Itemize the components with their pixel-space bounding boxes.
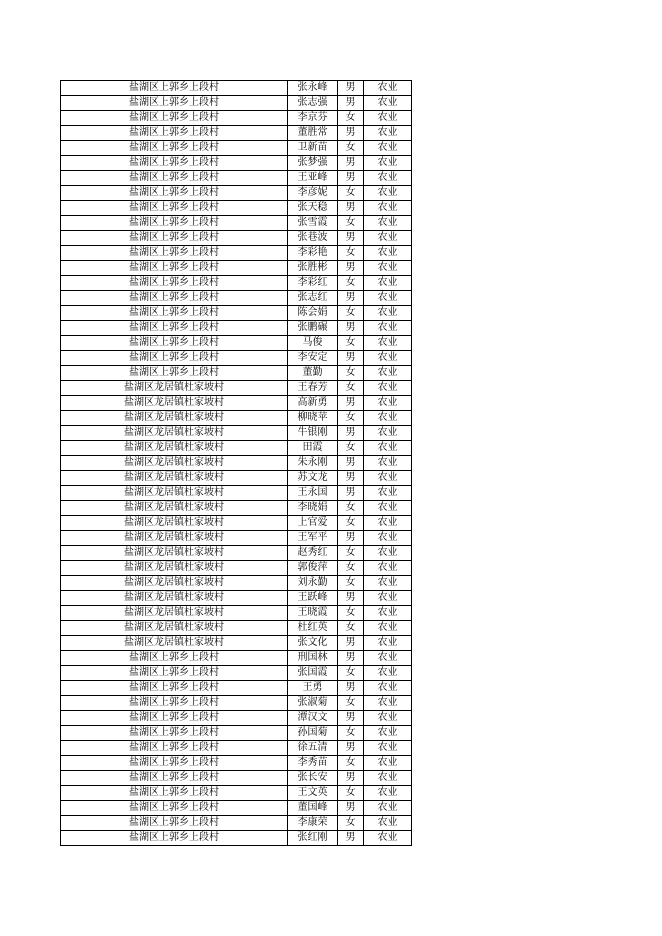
gender-cell: 女 [338, 561, 364, 576]
occupation-cell: 农业 [364, 771, 412, 786]
address-cell: 盐湖区龙居镇杜家坡村 [61, 456, 288, 471]
occupation-cell: 农业 [364, 561, 412, 576]
name-cell: 李安定 [288, 351, 338, 366]
name-cell: 李京芬 [288, 111, 338, 126]
occupation-cell: 农业 [364, 96, 412, 111]
occupation-cell: 农业 [364, 321, 412, 336]
occupation-cell: 农业 [364, 816, 412, 831]
address-cell: 盐湖区龙居镇杜家坡村 [61, 621, 288, 636]
table-row [61, 636, 412, 651]
gender-cell: 男 [338, 201, 364, 216]
gender-cell: 女 [338, 381, 364, 396]
gender-cell: 男 [338, 591, 364, 606]
table-row [61, 711, 412, 726]
gender-cell: 女 [338, 306, 364, 321]
name-cell: 杜红英 [288, 621, 338, 636]
occupation-cell: 农业 [364, 351, 412, 366]
table-row [61, 111, 412, 126]
gender-cell: 男 [338, 531, 364, 546]
address-cell: 盐湖区上郭乡上段村 [61, 246, 288, 261]
gender-cell: 女 [338, 216, 364, 231]
occupation-cell: 农业 [364, 591, 412, 606]
gender-cell: 女 [338, 786, 364, 801]
address-cell: 盐湖区上郭乡上段村 [61, 81, 288, 96]
table-row [61, 381, 412, 396]
occupation-cell: 农业 [364, 186, 412, 201]
occupation-cell: 农业 [364, 306, 412, 321]
table-row [61, 441, 412, 456]
table-row [61, 396, 412, 411]
name-cell: 刘永勤 [288, 576, 338, 591]
name-cell: 张国霞 [288, 666, 338, 681]
occupation-cell: 农业 [364, 156, 412, 171]
occupation-cell: 农业 [364, 126, 412, 141]
name-cell: 王文英 [288, 786, 338, 801]
address-cell: 盐湖区龙居镇杜家坡村 [61, 396, 288, 411]
gender-cell: 女 [338, 621, 364, 636]
gender-cell: 女 [338, 816, 364, 831]
address-cell: 盐湖区上郭乡上段村 [61, 96, 288, 111]
gender-cell: 女 [338, 411, 364, 426]
gender-cell: 女 [338, 726, 364, 741]
occupation-cell: 农业 [364, 606, 412, 621]
gender-cell: 女 [338, 546, 364, 561]
table-row [61, 471, 412, 486]
occupation-cell: 农业 [364, 651, 412, 666]
occupation-cell: 农业 [364, 246, 412, 261]
table-row [61, 741, 412, 756]
gender-cell: 男 [338, 126, 364, 141]
name-cell: 田霞 [288, 441, 338, 456]
address-cell: 盐湖区龙居镇杜家坡村 [61, 471, 288, 486]
address-cell: 盐湖区上郭乡上段村 [61, 336, 288, 351]
address-cell: 盐湖区龙居镇杜家坡村 [61, 576, 288, 591]
occupation-cell: 农业 [364, 441, 412, 456]
name-cell: 张长安 [288, 771, 338, 786]
name-cell: 王亚峰 [288, 171, 338, 186]
gender-cell: 女 [338, 501, 364, 516]
table-row [61, 561, 412, 576]
gender-cell: 女 [338, 336, 364, 351]
name-cell: 董胜常 [288, 126, 338, 141]
occupation-cell: 农业 [364, 666, 412, 681]
gender-cell: 男 [338, 321, 364, 336]
gender-cell: 男 [338, 156, 364, 171]
occupation-cell: 农业 [364, 501, 412, 516]
occupation-cell: 农业 [364, 381, 412, 396]
name-cell: 高新勇 [288, 396, 338, 411]
table-row [61, 366, 412, 381]
table-row [61, 576, 412, 591]
table-row [61, 141, 412, 156]
address-cell: 盐湖区龙居镇杜家坡村 [61, 411, 288, 426]
occupation-cell: 农业 [364, 486, 412, 501]
gender-cell: 女 [338, 756, 364, 771]
name-cell: 董勤 [288, 366, 338, 381]
address-cell: 盐湖区上郭乡上段村 [61, 366, 288, 381]
gender-cell: 男 [338, 486, 364, 501]
address-cell: 盐湖区上郭乡上段村 [61, 771, 288, 786]
gender-cell: 男 [338, 81, 364, 96]
address-cell: 盐湖区上郭乡上段村 [61, 741, 288, 756]
gender-cell: 男 [338, 171, 364, 186]
name-cell: 牛银刚 [288, 426, 338, 441]
table-row [61, 336, 412, 351]
address-cell: 盐湖区上郭乡上段村 [61, 171, 288, 186]
name-cell: 张文化 [288, 636, 338, 651]
name-cell: 赵秀红 [288, 546, 338, 561]
table-row [61, 126, 412, 141]
table-row [61, 411, 412, 426]
name-cell: 张志红 [288, 291, 338, 306]
name-cell: 李秀苗 [288, 756, 338, 771]
gender-cell: 女 [338, 366, 364, 381]
address-cell: 盐湖区龙居镇杜家坡村 [61, 531, 288, 546]
table-row [61, 696, 412, 711]
table-row [61, 771, 412, 786]
name-cell: 李晓娟 [288, 501, 338, 516]
address-cell: 盐湖区上郭乡上段村 [61, 726, 288, 741]
table-row [61, 216, 412, 231]
table-row [61, 351, 412, 366]
roster-table [60, 80, 412, 846]
occupation-cell: 农业 [364, 216, 412, 231]
table-row [61, 831, 412, 846]
address-cell: 盐湖区上郭乡上段村 [61, 696, 288, 711]
occupation-cell: 农业 [364, 711, 412, 726]
name-cell: 张鹏碾 [288, 321, 338, 336]
address-cell: 盐湖区上郭乡上段村 [61, 156, 288, 171]
gender-cell: 男 [338, 741, 364, 756]
table-row [61, 801, 412, 816]
name-cell: 张红刚 [288, 831, 338, 846]
table-row [61, 156, 412, 171]
gender-cell: 男 [338, 351, 364, 366]
address-cell: 盐湖区龙居镇杜家坡村 [61, 591, 288, 606]
table-row [61, 291, 412, 306]
occupation-cell: 农业 [364, 366, 412, 381]
name-cell: 王勇 [288, 681, 338, 696]
name-cell: 刑国林 [288, 651, 338, 666]
occupation-cell: 农业 [364, 516, 412, 531]
table-row [61, 666, 412, 681]
occupation-cell: 农业 [364, 111, 412, 126]
table-row [61, 246, 412, 261]
occupation-cell: 农业 [364, 171, 412, 186]
address-cell: 盐湖区上郭乡上段村 [61, 756, 288, 771]
address-cell: 盐湖区龙居镇杜家坡村 [61, 561, 288, 576]
address-cell: 盐湖区上郭乡上段村 [61, 831, 288, 846]
name-cell: 苏文龙 [288, 471, 338, 486]
table-row [61, 591, 412, 606]
occupation-cell: 农业 [364, 141, 412, 156]
table-row [61, 171, 412, 186]
table-row [61, 276, 412, 291]
gender-cell: 女 [338, 186, 364, 201]
address-cell: 盐湖区上郭乡上段村 [61, 141, 288, 156]
gender-cell: 男 [338, 96, 364, 111]
name-cell: 张巷波 [288, 231, 338, 246]
name-cell: 李彦妮 [288, 186, 338, 201]
name-cell: 张胜彬 [288, 261, 338, 276]
table-row [61, 681, 412, 696]
address-cell: 盐湖区龙居镇杜家坡村 [61, 636, 288, 651]
gender-cell: 男 [338, 471, 364, 486]
occupation-cell: 农业 [364, 411, 412, 426]
name-cell: 徐五清 [288, 741, 338, 756]
table-row [61, 726, 412, 741]
name-cell: 王跃峰 [288, 591, 338, 606]
occupation-cell: 农业 [364, 681, 412, 696]
name-cell: 王永国 [288, 486, 338, 501]
occupation-cell: 农业 [364, 546, 412, 561]
gender-cell: 男 [338, 231, 364, 246]
table-row [61, 321, 412, 336]
table-row [61, 531, 412, 546]
address-cell: 盐湖区上郭乡上段村 [61, 651, 288, 666]
name-cell: 潭汉文 [288, 711, 338, 726]
occupation-cell: 农业 [364, 336, 412, 351]
occupation-cell: 农业 [364, 471, 412, 486]
gender-cell: 男 [338, 636, 364, 651]
name-cell: 陈会娟 [288, 306, 338, 321]
name-cell: 卫新苗 [288, 141, 338, 156]
occupation-cell: 农业 [364, 396, 412, 411]
gender-cell: 女 [338, 441, 364, 456]
table-row [61, 426, 412, 441]
address-cell: 盐湖区龙居镇杜家坡村 [61, 546, 288, 561]
address-cell: 盐湖区龙居镇杜家坡村 [61, 381, 288, 396]
occupation-cell: 农业 [364, 201, 412, 216]
occupation-cell: 农业 [364, 81, 412, 96]
table-row [61, 606, 412, 621]
name-cell: 朱永刚 [288, 456, 338, 471]
name-cell: 张志强 [288, 96, 338, 111]
table-row [61, 201, 412, 216]
gender-cell: 男 [338, 261, 364, 276]
gender-cell: 男 [338, 396, 364, 411]
roster-table-body [61, 81, 412, 846]
address-cell: 盐湖区上郭乡上段村 [61, 711, 288, 726]
occupation-cell: 农业 [364, 576, 412, 591]
name-cell: 张永峰 [288, 81, 338, 96]
table-row [61, 621, 412, 636]
name-cell: 张淑菊 [288, 696, 338, 711]
address-cell: 盐湖区龙居镇杜家坡村 [61, 441, 288, 456]
gender-cell: 女 [338, 666, 364, 681]
address-cell: 盐湖区上郭乡上段村 [61, 816, 288, 831]
name-cell: 王军平 [288, 531, 338, 546]
address-cell: 盐湖区上郭乡上段村 [61, 261, 288, 276]
name-cell: 李彩艳 [288, 246, 338, 261]
address-cell: 盐湖区龙居镇杜家坡村 [61, 516, 288, 531]
occupation-cell: 农业 [364, 801, 412, 816]
address-cell: 盐湖区龙居镇杜家坡村 [61, 606, 288, 621]
address-cell: 盐湖区上郭乡上段村 [61, 216, 288, 231]
gender-cell: 女 [338, 576, 364, 591]
occupation-cell: 农业 [364, 636, 412, 651]
address-cell: 盐湖区上郭乡上段村 [61, 111, 288, 126]
gender-cell: 女 [338, 696, 364, 711]
gender-cell: 女 [338, 606, 364, 621]
gender-cell: 男 [338, 681, 364, 696]
gender-cell: 男 [338, 651, 364, 666]
table-row [61, 261, 412, 276]
table-row [61, 306, 412, 321]
table-row [61, 81, 412, 96]
occupation-cell: 农业 [364, 531, 412, 546]
table-row [61, 786, 412, 801]
name-cell: 王晓霞 [288, 606, 338, 621]
gender-cell: 女 [338, 516, 364, 531]
name-cell: 张雪霞 [288, 216, 338, 231]
occupation-cell: 农业 [364, 231, 412, 246]
address-cell: 盐湖区上郭乡上段村 [61, 351, 288, 366]
table-row [61, 456, 412, 471]
address-cell: 盐湖区上郭乡上段村 [61, 666, 288, 681]
address-cell: 盐湖区上郭乡上段村 [61, 126, 288, 141]
gender-cell: 女 [338, 276, 364, 291]
address-cell: 盐湖区上郭乡上段村 [61, 201, 288, 216]
address-cell: 盐湖区上郭乡上段村 [61, 321, 288, 336]
address-cell: 盐湖区上郭乡上段村 [61, 786, 288, 801]
gender-cell: 男 [338, 291, 364, 306]
name-cell: 郭俊萍 [288, 561, 338, 576]
table-row [61, 186, 412, 201]
address-cell: 盐湖区上郭乡上段村 [61, 681, 288, 696]
gender-cell: 男 [338, 711, 364, 726]
address-cell: 盐湖区上郭乡上段村 [61, 186, 288, 201]
address-cell: 盐湖区龙居镇杜家坡村 [61, 426, 288, 441]
table-row [61, 756, 412, 771]
gender-cell: 男 [338, 831, 364, 846]
occupation-cell: 农业 [364, 831, 412, 846]
gender-cell: 女 [338, 246, 364, 261]
occupation-cell: 农业 [364, 426, 412, 441]
name-cell: 董国峰 [288, 801, 338, 816]
occupation-cell: 农业 [364, 696, 412, 711]
occupation-cell: 农业 [364, 261, 412, 276]
table-row [61, 816, 412, 831]
occupation-cell: 农业 [364, 786, 412, 801]
address-cell: 盐湖区上郭乡上段村 [61, 276, 288, 291]
name-cell: 李彩红 [288, 276, 338, 291]
occupation-cell: 农业 [364, 741, 412, 756]
gender-cell: 女 [338, 111, 364, 126]
table-row [61, 516, 412, 531]
gender-cell: 男 [338, 456, 364, 471]
name-cell: 张梦强 [288, 156, 338, 171]
occupation-cell: 农业 [364, 456, 412, 471]
name-cell: 上官爱 [288, 516, 338, 531]
address-cell: 盐湖区上郭乡上段村 [61, 291, 288, 306]
address-cell: 盐湖区龙居镇杜家坡村 [61, 486, 288, 501]
table-row [61, 501, 412, 516]
gender-cell: 男 [338, 426, 364, 441]
name-cell: 张天稳 [288, 201, 338, 216]
occupation-cell: 农业 [364, 756, 412, 771]
table-row [61, 651, 412, 666]
table-row [61, 96, 412, 111]
occupation-cell: 农业 [364, 621, 412, 636]
name-cell: 孙国菊 [288, 726, 338, 741]
gender-cell: 男 [338, 801, 364, 816]
name-cell: 柳晓苹 [288, 411, 338, 426]
name-cell: 马俊 [288, 336, 338, 351]
table-row [61, 546, 412, 561]
address-cell: 盐湖区上郭乡上段村 [61, 801, 288, 816]
name-cell: 王春芳 [288, 381, 338, 396]
gender-cell: 男 [338, 771, 364, 786]
occupation-cell: 农业 [364, 291, 412, 306]
occupation-cell: 农业 [364, 276, 412, 291]
occupation-cell: 农业 [364, 726, 412, 741]
address-cell: 盐湖区上郭乡上段村 [61, 231, 288, 246]
address-cell: 盐湖区龙居镇杜家坡村 [61, 501, 288, 516]
table-row [61, 486, 412, 501]
name-cell: 李康荣 [288, 816, 338, 831]
table-row [61, 231, 412, 246]
address-cell: 盐湖区上郭乡上段村 [61, 306, 288, 321]
gender-cell: 女 [338, 141, 364, 156]
